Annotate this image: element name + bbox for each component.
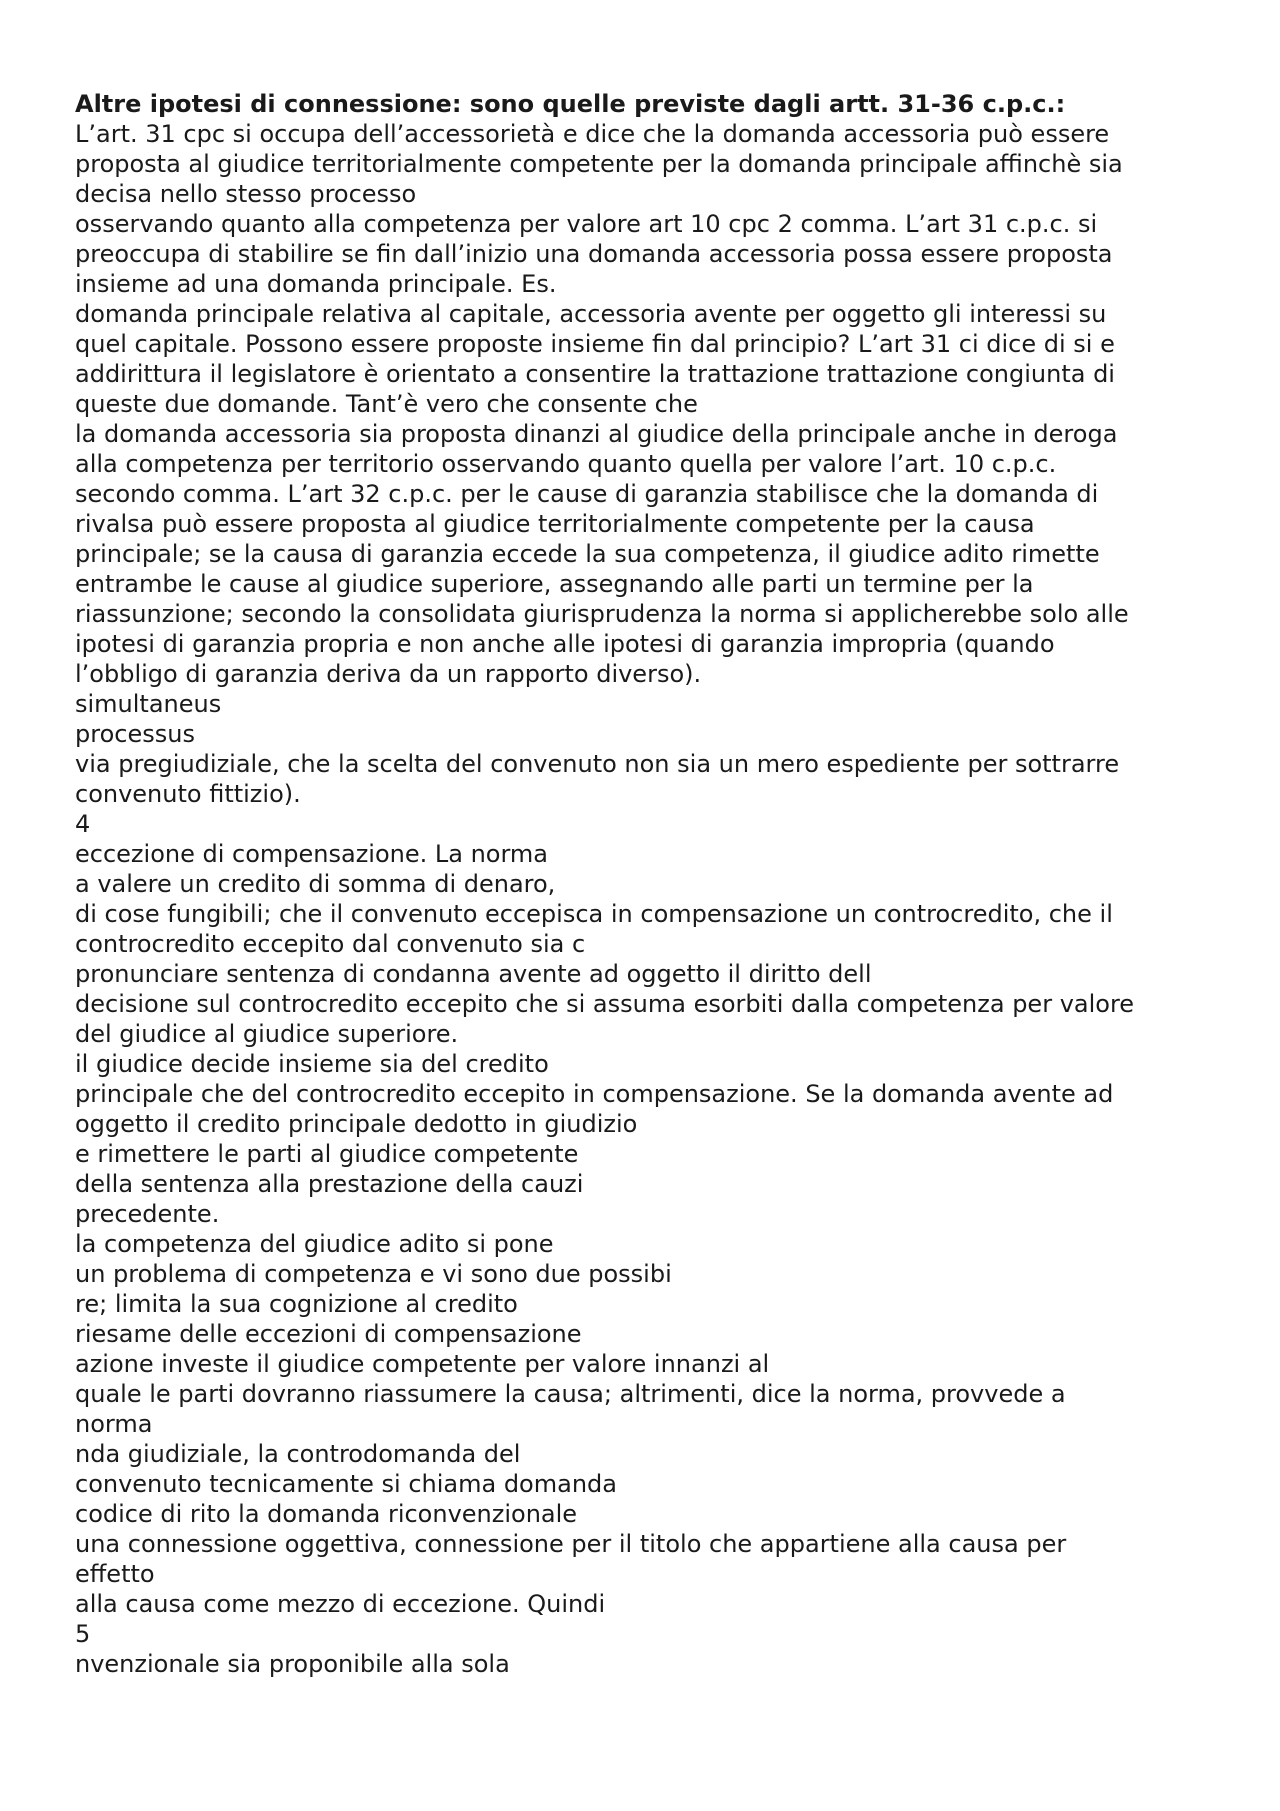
text-line: la domanda accessoria sia proposta dinanzi al giudice della principale anche in deroga [75,420,1118,448]
text-line: secondo comma. L’art 32 c.p.c. per le cause di garanzia stabilisce che la domanda di [75,480,1099,508]
text-line: e rimettere le parti al giudice competente [75,1140,579,1168]
text-line: nvenzionale sia proponibile alla sola [75,1650,510,1678]
text-line: una connessione oggettiva, connessione per il titolo che appartiene alla causa per [75,1530,1067,1558]
text-line: ipotesi di garanzia propria e non anche alle ipotesi di garanzia impropria (quando [75,630,1055,658]
text-line: un problema di competenza e vi sono due possibi [75,1260,672,1288]
document-heading: Altre ipotesi di connessione: sono quelle previste dagli artt. 31-36 c.p.c.: [75,90,1066,118]
text-line: del giudice al giudice superiore. [75,1020,459,1048]
text-line: queste due domande. Tant’è vero che consente che [75,390,698,418]
text-line: il giudice decide insieme sia del credito [75,1050,549,1078]
text-line: principale; se la causa di garanzia eccede la sua competenza, il giudice adito rimette [75,540,1100,568]
text-line: proposta al giudice territorialmente competente per la domanda principale affinchè sia [75,150,1123,178]
text-line: via pregiudiziale, che la scelta del convenuto non sia un mero espediente per sottrarre [75,750,1120,778]
text-line: della sentenza alla prestazione della cauzi [75,1170,584,1198]
text-line: preoccupa di stabilire se fin dall’inizio una domanda accessoria possa essere proposta [75,240,1113,268]
text-line: L’art. 31 cpc si occupa dell’accessorietà e dice che la domanda accessoria può essere [75,120,1110,148]
text-line: addirittura il legislatore è orientato a consentire la trattazione trattazione congiunta di [75,360,1115,388]
text-line: precedente. [75,1200,220,1228]
text-line: decisione sul controcredito eccepito che si assuma esorbiti dalla competenza per valore [75,990,1135,1018]
text-line: alla competenza per territorio osservando quanto quella per valore l’art. 10 c.p.c. [75,450,1057,478]
text-line: a valere un credito di somma di denaro, [75,870,556,898]
text-line: simultaneus [75,690,222,718]
text-line: quale le parti dovranno riassumere la causa; altrimenti, dice la norma, provvede a [75,1380,1066,1408]
text-line: processus [75,720,195,748]
text-line: re; limita la sua cognizione al credito [75,1290,518,1318]
text-line: decisa nello stesso processo [75,180,417,208]
page-number: 4 [75,810,91,838]
text-line: eccezione di compensazione. La norma [75,840,549,868]
text-line: effetto [75,1560,155,1588]
text-line: rivalsa può essere proposta al giudice territorialmente competente per la causa [75,510,1035,538]
text-line: principale che del controcredito eccepito in compensazione. Se la domanda avente ad [75,1080,1114,1108]
text-line: norma [75,1410,153,1438]
text-line: osservando quanto alla competenza per valore art 10 cpc 2 comma. L’art 31 c.p.c. si [75,210,1098,238]
text-line: azione investe il giudice competente per valore innanzi al [75,1350,770,1378]
page-number: 5 [75,1620,91,1648]
text-line: oggetto il credito principale dedotto in giudizio [75,1110,638,1138]
document-body [75,119,1225,1679]
text-line: quel capitale. Possono essere proposte insieme fin dal principio? L’art 31 ci dice di si e [75,330,1115,358]
text-line: domanda principale relativa al capitale, accessoria avente per oggetto gli interessi su [75,300,1107,328]
text-line: codice di rito la domanda riconvenzionale [75,1500,578,1528]
text-line: convenuto fittizio). [75,780,301,808]
text-line: riesame delle eccezioni di compensazione [75,1320,582,1348]
text-line: la competenza del giudice adito si pone [75,1230,554,1258]
text-line: controcredito eccepito dal convenuto sia c [75,930,586,958]
text-line: riassunzione; secondo la consolidata giurisprudenza la norma si applicherebbe solo alle [75,600,1129,628]
text-line: pronunciare sentenza di condanna avente ad oggetto il diritto dell [75,960,872,988]
text-line: insieme ad una domanda principale. Es. [75,270,557,298]
text-line: l’obbligo di garanzia deriva da un rapporto diverso). [75,660,702,688]
text-line: convenuto tecnicamente si chiama domanda [75,1470,617,1498]
text-line: di cose fungibili; che il convenuto eccepisca in compensazione un controcredito, che il [75,900,1113,928]
text-line: nda giudiziale, la controdomanda del [75,1440,521,1468]
document-page [75,89,1225,1679]
text-line: alla causa come mezzo di eccezione. Quindi [75,1590,606,1618]
text-line: entrambe le cause al giudice superiore, assegnando alle parti un termine per la [75,570,1034,598]
